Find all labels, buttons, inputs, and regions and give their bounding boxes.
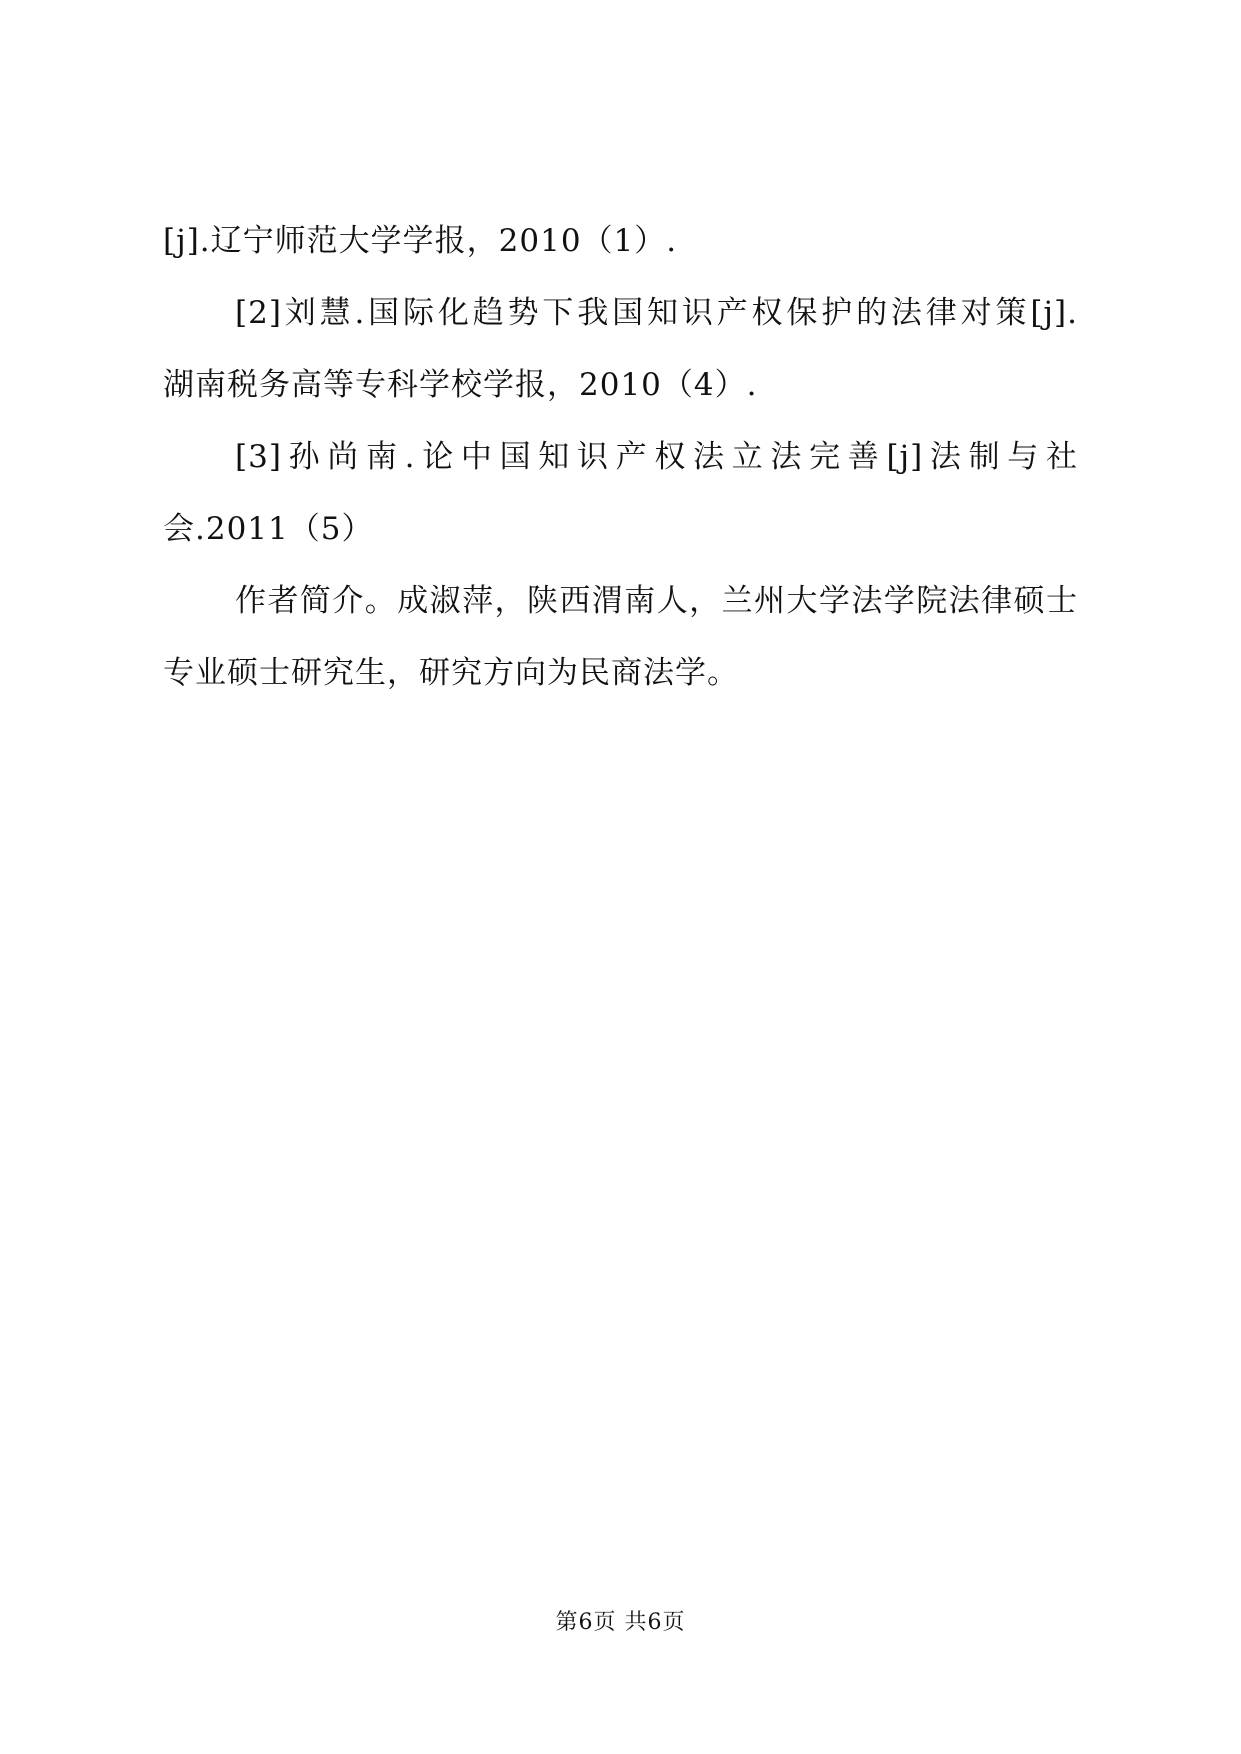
reference-3-line-1: [3]孙尚南.论中国知识产权法立法完善[j]法制与社 bbox=[235, 439, 1078, 475]
reference-3-line-2: 会.2011（5） bbox=[163, 511, 374, 547]
reference-1-continuation: [j].辽宁师范大学学报，2010（1）. bbox=[163, 223, 678, 259]
reference-2-line-2: 湖南税务高等专科学校学报，2010（4）. bbox=[163, 367, 758, 403]
author-bio-line-1: 作者简介。成淑萍，陕西渭南人，兰州大学法学院法律硕士 bbox=[235, 583, 1078, 619]
author-bio-line-2: 专业硕士研究生，研究方向为民商法学。 bbox=[163, 655, 739, 691]
page-number-footer: 第6页 共6页 bbox=[555, 1610, 686, 1635]
reference-2-line-1: [2]刘慧.国际化趋势下我国知识产权保护的法律对策[j]. bbox=[235, 295, 1078, 331]
